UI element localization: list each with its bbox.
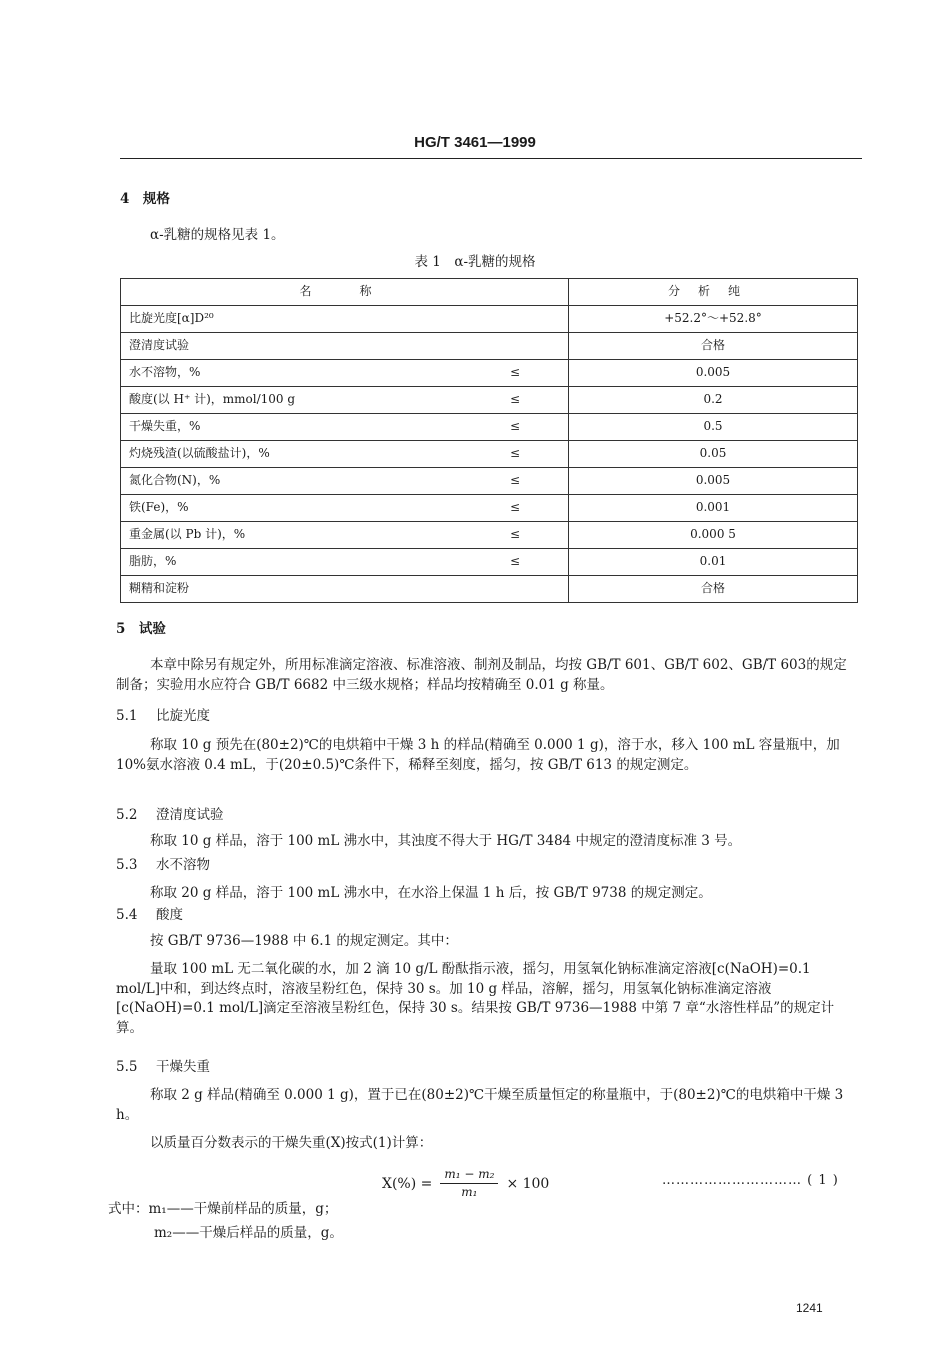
section-number: 5.3	[116, 857, 138, 873]
table-row	[121, 522, 858, 549]
header-rule	[120, 158, 862, 159]
section-5-4-heading	[116, 906, 183, 926]
spec-operator-cell: ≤	[462, 522, 569, 549]
section-4-intro: α-乳糖的规格见表 1。	[150, 227, 285, 243]
formula-leader	[662, 1172, 839, 1191]
section-number: 5.2	[116, 807, 138, 823]
spec-operator-cell: ≤	[462, 441, 569, 468]
formula-lhs: X(%) =	[382, 1175, 433, 1192]
spec-value-cell: 合格	[569, 576, 858, 603]
section-5-intro: 本章中除另有规定外，所用标准滴定溶液、标准溶液、制剂及制品，均按 GB/T 601、GB/T 602、GB/T 603的规定制备；实验用水应符合 GB/T 6682 中三级水规格；样品均按精确至 0.01 g 称量。	[116, 657, 847, 693]
formula-numerator: m₁ − m₂	[440, 1166, 498, 1184]
table-row	[121, 549, 858, 576]
section-4-heading: 4 规格	[120, 191, 170, 207]
section-5-5-text-1: 称取 2 g 样品(精确至 0.000 1 g)，置于已在(80±2)℃干燥至质量恒定的称量瓶中，于(80±2)℃的电烘箱中干燥 3 h。	[116, 1087, 844, 1123]
spec-name-cell: 铁(Fe)，%	[121, 495, 463, 522]
spec-value-cell: 0.2	[569, 387, 858, 414]
section-number: 5.5	[116, 1059, 138, 1075]
spec-operator-cell	[462, 576, 569, 603]
section-5-2-heading	[116, 806, 224, 826]
spec-name-cell: 酸度(以 H⁺ 计)，mmol/100 g	[121, 387, 463, 414]
where-clause-1: 式中：m₁——干燥前样品的质量，g；	[108, 1201, 338, 1217]
table-row	[121, 333, 858, 360]
spec-name-cell: 灼烧残渣(以硫酸盐计)，%	[121, 441, 463, 468]
table-row	[121, 306, 858, 333]
spec-name-cell: 澄清度试验	[121, 333, 463, 360]
table-row	[121, 468, 858, 495]
spec-operator-cell: ≤	[462, 495, 569, 522]
section-title: 酸度	[156, 907, 183, 923]
col-header-name: 名 称	[121, 279, 569, 306]
table-row	[121, 360, 858, 387]
section-5-3-heading	[116, 856, 210, 876]
table-row	[121, 576, 858, 603]
where-clause-2: m₂——干燥后样品的质量，g。	[154, 1225, 343, 1241]
section-title: 澄清度试验	[156, 807, 224, 823]
formula-tag: ( 1 )	[807, 1173, 839, 1188]
document-header: HG/T 3461—1999	[414, 134, 536, 151]
section-number: 5.1	[116, 708, 138, 724]
spec-value-cell: 0.005	[569, 360, 858, 387]
spec-operator-cell	[462, 306, 569, 333]
spec-value-cell: 0.01	[569, 549, 858, 576]
formula-denominator: m₁	[461, 1185, 478, 1200]
section-5-4-text-2: 量取 100 mL 无二氧化碳的水，加 2 滴 10 g/L 酚酞指示液，摇匀，用氢氧化钠标准滴定溶液[c(NaOH)=0.1 mol/L]中和，到达终点时，溶液呈粉红色，保持 30 s。加 10 g 样品，溶解，摇匀，用氢氧化钠标准滴定溶液[c(NaOH)=0.1 mol/L]滴定至溶液呈粉红色，保持 30 s。结果按 GB/T 9736—1988 中第 7 章“水溶性样品”的规定计算。	[116, 961, 835, 1036]
section-5-4-text-1: 按 GB/T 9736—1988 中 6.1 的规定测定。其中：	[150, 933, 458, 949]
spec-value-cell: 0.000 5	[569, 522, 858, 549]
formula-rhs: × 100	[506, 1175, 550, 1192]
section-title: 比旋光度	[156, 708, 210, 724]
spec-name-cell: 氮化合物(N)，%	[121, 468, 463, 495]
spec-operator-cell: ≤	[462, 468, 569, 495]
formula-fraction	[440, 1166, 498, 1202]
spec-value-cell: 0.001	[569, 495, 858, 522]
page-number: 1241	[796, 1301, 823, 1315]
spec-value-cell: 合格	[569, 333, 858, 360]
spec-value-cell: +52.2°～+52.8°	[569, 306, 858, 333]
section-5-heading: 5 试验	[116, 621, 166, 637]
spec-name-cell: 干燥失重，%	[121, 414, 463, 441]
spec-operator-cell: ≤	[462, 414, 569, 441]
section-title: 干燥失重	[156, 1059, 210, 1075]
table-caption: 表 1 α-乳糖的规格	[414, 254, 536, 270]
table-row	[121, 414, 858, 441]
spec-name-cell: 糊精和淀粉	[121, 576, 463, 603]
spec-operator-cell: ≤	[462, 387, 569, 414]
spec-name-cell: 水不溶物，%	[121, 360, 463, 387]
spec-operator-cell: ≤	[462, 360, 569, 387]
section-5-1-heading	[116, 707, 210, 727]
table-row	[121, 387, 858, 414]
spec-value-cell: 0.05	[569, 441, 858, 468]
table-row	[121, 441, 858, 468]
section-5-2-text: 称取 10 g 样品，溶于 100 mL 沸水中，其浊度不得大于 HG/T 3484 中规定的澄清度标准 3 号。	[150, 833, 742, 849]
table-header-row	[121, 279, 858, 306]
spec-operator-cell: ≤	[462, 549, 569, 576]
formula-dots: …………………………	[662, 1173, 802, 1188]
section-number: 5.4	[116, 907, 138, 923]
section-title: 水不溶物	[156, 857, 210, 873]
spec-name-cell: 脂肪，%	[121, 549, 463, 576]
col-header-value: 分析纯	[569, 279, 858, 306]
table-row	[121, 495, 858, 522]
spec-value-cell: 0.005	[569, 468, 858, 495]
spec-value-cell: 0.5	[569, 414, 858, 441]
section-5-5-text-2: 以质量百分数表示的干燥失重(X)按式(1)计算：	[150, 1135, 433, 1151]
section-5-3-text: 称取 20 g 样品，溶于 100 mL 沸水中，在水浴上保温 1 h 后，按 GB/T 9738 的规定测定。	[150, 885, 712, 901]
spec-table-body	[121, 306, 858, 603]
spec-table	[120, 278, 858, 603]
spec-operator-cell	[462, 333, 569, 360]
section-5-5-heading	[116, 1058, 210, 1078]
formula-1	[382, 1166, 549, 1202]
section-5-1-text: 称取 10 g 预先在(80±2)℃的电烘箱中干燥 3 h 的样品(精确至 0.000 1 g)，溶于水，移入 100 mL 容量瓶中，加 10%氨水溶液 0.4 mL，于(20±0.5)℃条件下，稀释至刻度，摇匀，按 GB/T 613 的规定测定。	[116, 737, 840, 773]
spec-name-cell: 比旋光度[α]D²⁰	[121, 306, 463, 333]
spec-name-cell: 重金属(以 Pb 计)，%	[121, 522, 463, 549]
